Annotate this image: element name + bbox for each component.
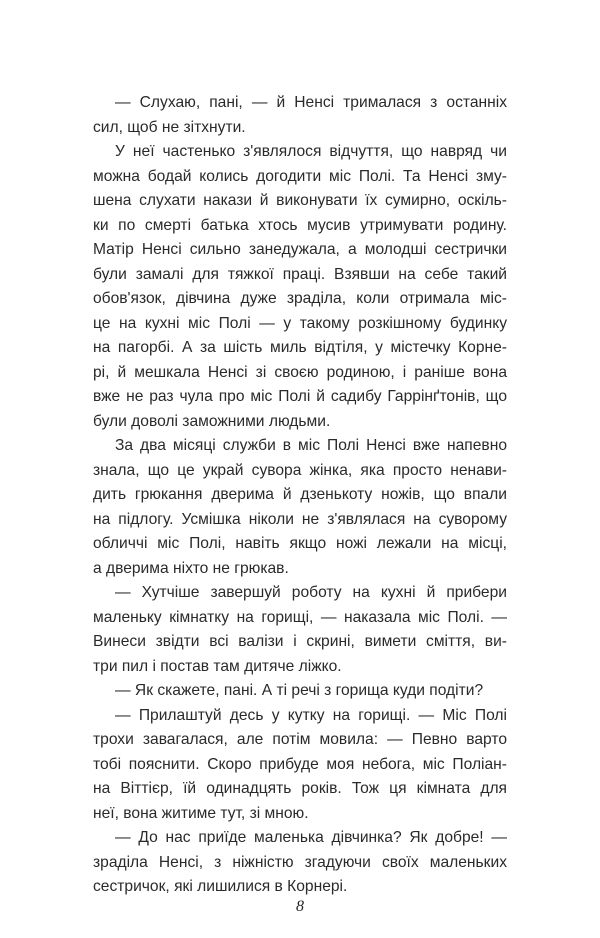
text-line: ки по смерті батька хтось мусив утримувати родину.	[93, 216, 507, 234]
text-line: Винеси звідти всі валізи і скрині, вимети сміття, ви-	[93, 633, 507, 650]
text-line: сил, щоб не зітхнути.	[93, 118, 246, 136]
page-number: 8	[296, 898, 304, 915]
text-line: були замалі для тяжкої праці. Взявши на себе такий	[93, 265, 507, 283]
text-line: вже не раз чула про міс Полі й садибу Гаррінґтонів, що	[93, 388, 507, 405]
paragraph	[93, 679, 507, 704]
text-line: це на кухні міс Полі — у такому розкішному будинку	[93, 314, 507, 332]
text-line: на підлогу. Усмішка ніколи не з'являлася на суворому	[93, 510, 507, 528]
text-line: на Віттієр, їй одинадцять років. Тож ця кімната для	[93, 780, 507, 797]
text-line: — До нас приїде маленька дівчинка? Як добре! —	[115, 829, 507, 846]
text-line: — Слухаю, пані, — й Ненсі трималася з останніх	[115, 94, 507, 111]
text-line: рі, й мешкала Ненсі зі своєю родиною, і раніше вона	[93, 363, 507, 381]
text-line: знала, що це украй сувора жінка, яка просто ненави-	[93, 461, 507, 479]
text-line: трохи завагалася, але потім мовила: — Певно варто	[93, 731, 507, 748]
paragraph	[93, 704, 507, 827]
text-line: — Прилаштуй десь у кутку на горищі. — Міс Полі	[115, 706, 507, 724]
text-line: дить грюкання дверима й дзенькоту ножів, що впали	[93, 486, 507, 503]
text-line: За два місяці служби в міс Полі Ненсі вже напевно	[115, 437, 507, 454]
paragraph	[93, 140, 507, 434]
text-line: зраділа Ненсі, з ніжністю згадуючи своїх маленьких	[93, 853, 507, 871]
paragraph	[93, 826, 507, 900]
text-line: тобі пояснити. Скоро прибуде моя небога, міс Поліан-	[93, 755, 507, 773]
paragraph	[93, 434, 507, 581]
text-line: обов'язок, дівчина дуже зраділа, коли отримала міс-	[93, 290, 507, 307]
paragraph	[93, 91, 507, 140]
text-line: обличчі міс Полі, навіть якщо ножі лежали на місці,	[93, 535, 507, 552]
text-line: можна бодай колись догодити міс Полі. Та Ненсі зму-	[93, 167, 507, 185]
text-line: Матір Ненсі сильно занедужала, а молодші сестрички	[93, 241, 507, 258]
text-line: — Хутчіше завершуй роботу на кухні й прибери	[115, 584, 507, 601]
text-line: — Як скажете, пані. А ті речі з горища куди подіти?	[115, 682, 484, 699]
text-line: У неї частенько з'являлося відчуття, що навряд чи	[115, 143, 507, 160]
text-line: а дверима ніхто не грюкав.	[93, 559, 289, 577]
book-page-text	[93, 91, 507, 900]
text-line: шена слухати накази й виконувати їх сумирно, оскіль-	[93, 192, 507, 209]
text-line: були доволі заможними людьми.	[93, 412, 331, 430]
text-line: маленьку кімнатку на горищі, — наказала міс Полі. —	[93, 608, 507, 626]
text-line: три пил і постав там дитяче ліжко.	[93, 657, 342, 675]
text-line: неї, вона житиме тут, зі мною.	[93, 804, 309, 822]
text-line: на пагорбі. А за шість миль відтіля, у містечку Корне-	[93, 339, 507, 356]
text-line: сестричок, які лишилися в Корнері.	[93, 878, 348, 895]
paragraph	[93, 581, 507, 679]
